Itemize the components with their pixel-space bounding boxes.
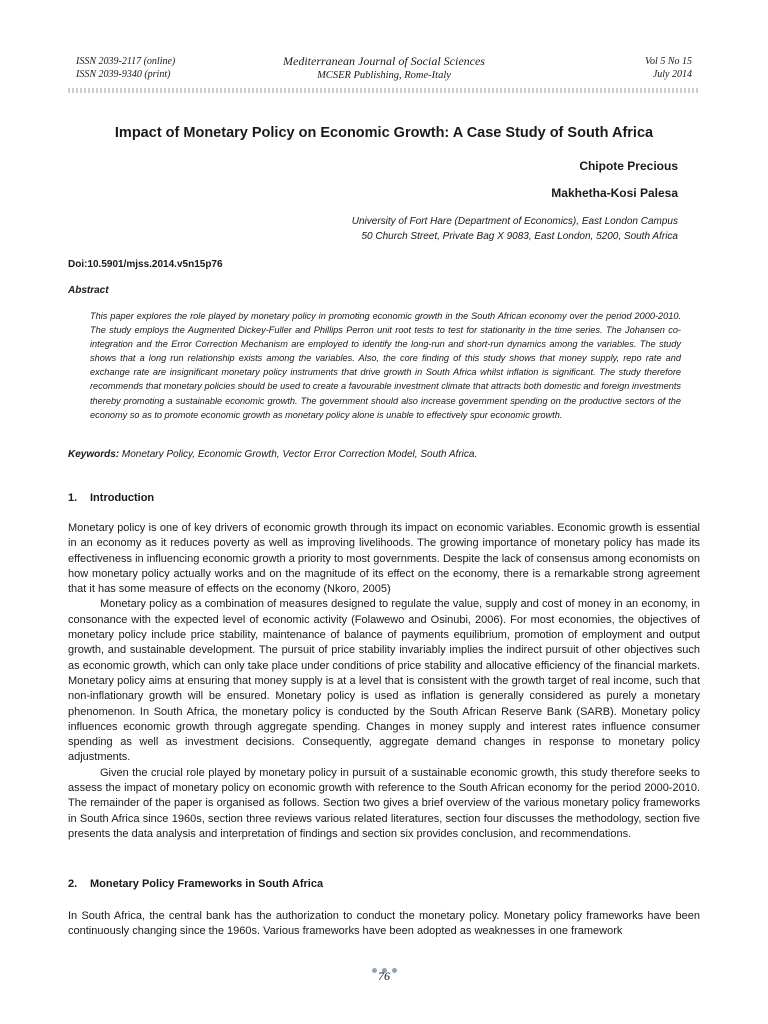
section-heading-introduction — [68, 492, 154, 504]
introduction-body — [68, 521, 700, 842]
section-number: 2. — [68, 878, 78, 890]
volume-block — [645, 55, 692, 81]
article-title: Impact of Monetary Policy on Economic Growth: A Case Study of South Africa — [114, 125, 654, 141]
paragraph: Given the crucial role played by monetary policy in pursuit of a sustainable economic growth, this study therefore seeks to assess the impact of monetary policy on economic growth with reference to the South African economy for the period 2000-2010. The remainder of the paper is organised as follows. Section two gives a brief overview of the various monetary policy frameworks in South Africa since 1960s, section three reviews various related literatures, section four discusses the methodology, section five presents the data analysis and interpretation of findings and section six provides conclusion, and recommendations. — [68, 766, 700, 840]
doi: Doi:10.5901/mjss.2014.v5n15p76 — [68, 259, 223, 270]
journal-name: Mediterranean Journal of Social Sciences — [283, 54, 485, 68]
paragraph: In South Africa, the central bank has the authorization to conduct the monetary policy. Monetary policy frameworks have been continuously changing since the 1960s. Various frameworks have been adopted as weaknesses in one framework — [68, 910, 700, 938]
publisher: MCSER Publishing, Rome-Italy — [317, 70, 451, 81]
abstract-heading: Abstract — [68, 285, 109, 296]
affiliation — [352, 214, 678, 244]
section-number: 1. — [68, 492, 78, 504]
header-divider — [68, 88, 700, 93]
keywords — [68, 449, 700, 460]
author-2: Makhetha-Kosi Palesa — [551, 186, 678, 200]
paragraph: Monetary policy is one of key drivers of economic growth through its impact on economic variables. Economic growth is essential in an economy as it reduces poverty as well as improving livelihoods. The growing importance of monetary policy has made its effectiveness in influencing economic growth a priority to most governments. Despite the lack of consensus among economists on how monetary policy actually works and on the magnitude of its effect on the economy, there is a remarkable strong agreement that it has some measure of effects on the economy (Nkoro, 2005) — [68, 522, 700, 596]
frameworks-body — [68, 909, 700, 940]
journal-block — [68, 54, 700, 83]
section-title: Monetary Policy Frameworks in South Africa — [90, 878, 324, 890]
page-number: 76 — [378, 969, 390, 983]
running-header — [68, 55, 700, 85]
affiliation-line-2: 50 Church Street, Private Bag X 9083, East London, 5200, South Africa — [361, 231, 678, 242]
keywords-list: Monetary Policy, Economic Growth, Vector Error Correction Model, South Africa. — [119, 449, 478, 460]
paragraph: Monetary policy as a combination of measures designed to regulate the value, supply and cost of money in an economy, in consonance with the expected level of economic activity (Folawewo and Osinubi, 2006). For most economies, the objectives of monetary policy include price stability, maintenance of balance of payments equilibrium, promotion of employment and output growth, and sustainable development. The pursuit of price stability invariably implies the indirect pursuit of other objectives such as economic growth, which can only take place under conditions of price stability and allocative efficiency of the financial markets. Monetary policy aims at ensuring that money supply is at a level that is consistent with the growth target of real income, such that non-inflationary growth will be ensured. Monetary policy is used as inflation is generally considered as purely a monetary phenomenon. In South Africa, the monetary policy is conducted by the South African Reserve Bank (SARB). Monetary policy influences economic growth through aggregate spending. Changes in money supply and interest rates influence consumer spending as well as investment decisions. Consequently, aggregate demand changes in response to monetary policy adjustments. — [68, 598, 700, 764]
author-1: Chipote Precious — [579, 159, 678, 173]
affiliation-line-1: University of Fort Hare (Department of Economics), East London Campus — [351, 216, 678, 227]
issn-online: ISSN 2039-2117 (online) — [76, 56, 176, 67]
keywords-label: Keywords: — [68, 449, 120, 460]
volume: Vol 5 No 15 — [645, 56, 692, 67]
issue-date: July 2014 — [652, 69, 692, 80]
issn-print: ISSN 2039-9340 (print) — [76, 69, 171, 80]
abstract-text: This paper explores the role played by monetary policy in promoting economic growth in the South African economy over the period 2000-2010. The study employs the Augmented Dickey-Fuller and Phillips Perron unit root tests to test for stationarity in the time series. The Johansen co-integration and the Error Correction Mechanism are employed to identify the long-run and short-run dynamics among the variables. The study shows that a long run relationship exists among the variables. Also, the core finding of this study shows that money supply, repo rate and exchange rate are insignificant monetary policy instruments that drive growth in South Africa whilst inflation is significant. The study therefore recommends that monetary policies should be used to create a favourable investment climate that attracts both domestic and foreign investments thereby promoting a sustainable economic growth. The government should also increase government spending on the productive sectors of the economy so as to promote economic growth as monetary policy alone is unable to effectively spur economic growth. — [90, 311, 681, 420]
section-heading-frameworks — [68, 878, 323, 890]
section-title: Introduction — [90, 492, 155, 504]
